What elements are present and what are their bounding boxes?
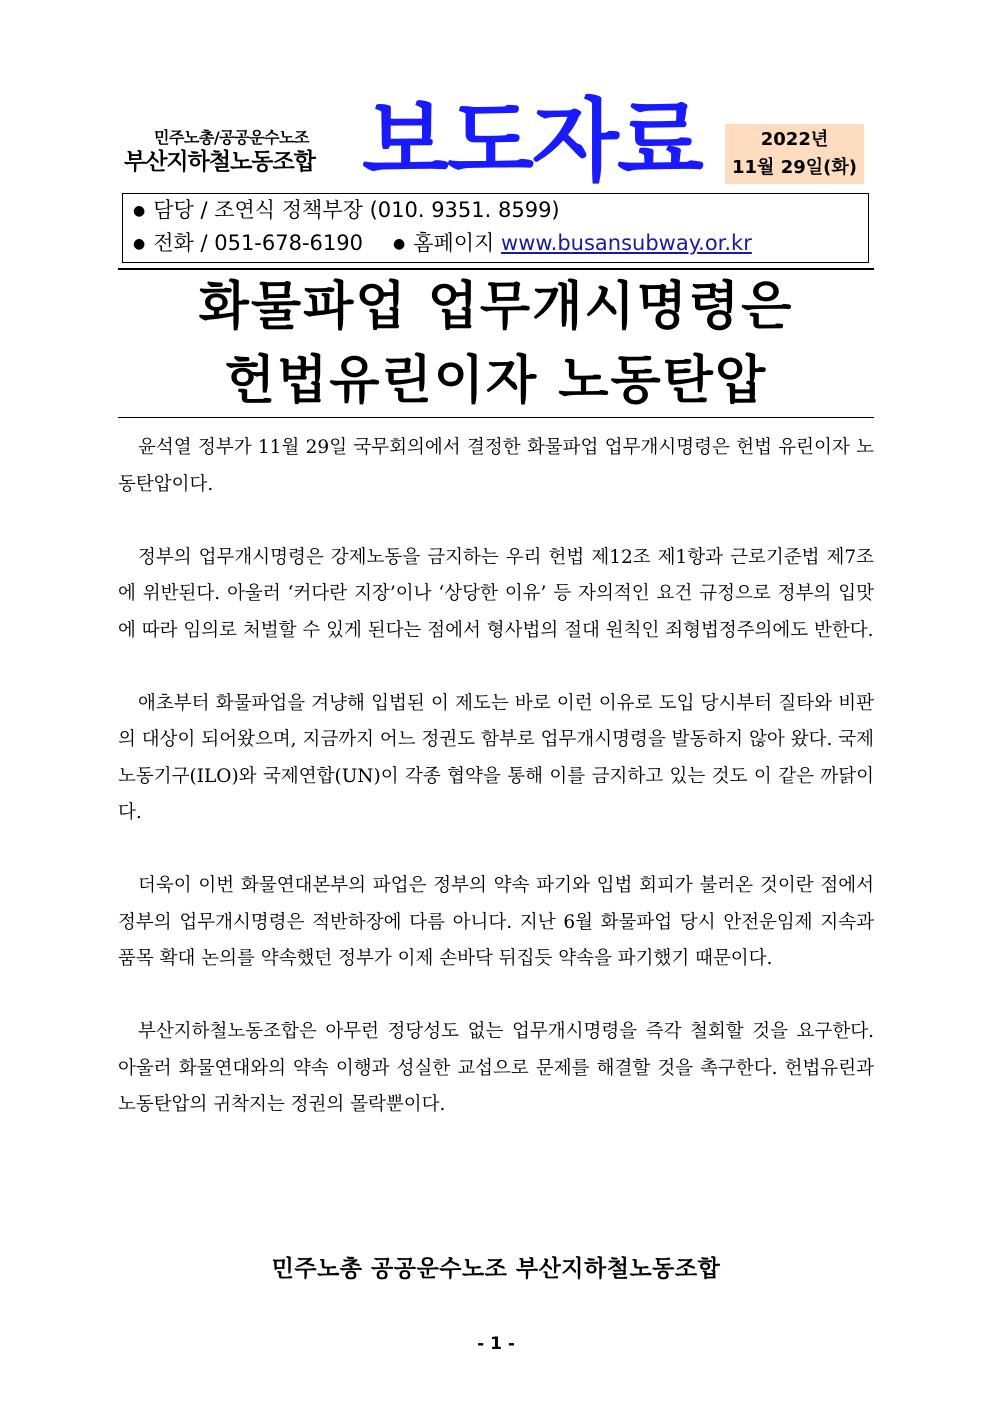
contact-phone: 전화 / 051-678-6190: [153, 231, 363, 255]
org-subtitle: 민주노총/공공운수노조: [154, 128, 309, 147]
headline-line-1: 화물파업 업무개시명령은: [198, 277, 794, 337]
contact-person-row: [133, 194, 868, 227]
page-number: - 1 -: [477, 1334, 515, 1354]
bullet-icon: ●: [133, 202, 146, 219]
contact-phone-row: [133, 227, 868, 260]
paragraph: 애초부터 화물파업을 겨냥해 입법된 이 제도는 바로 이런 이유로 도입 당시부터 질타와 비판의 대상이 되어왔으며, 지금까지 어느 정권도 함부로 업무개시명령을 발동하지 않아 왔다. 국제노동기구(ILO)와 국제연합(UN)이 각종 협약을 통해 이를 금지하고 있는 것도 이 같은 까닭이다.: [118, 692, 874, 823]
date-year: 2022년: [760, 129, 829, 150]
organization-block: [124, 128, 364, 176]
headline-divider: [118, 417, 874, 418]
bullet-icon: ●: [133, 235, 146, 252]
paragraph: 부산지하철노동조합은 아무런 정당성도 없는 업무개시명령을 즉각 철회할 것을 요구한다. 아울러 화물연대와의 약속 이행과 성실한 교섭으로 문제를 해결할 것을 촉구한다. 헌법유린과 노동탄압의 귀착지는 정권의 몰락뿐이다.: [118, 1021, 874, 1115]
homepage-link[interactable]: www.busansubway.or.kr: [501, 231, 752, 255]
press-release-title: 보도자료: [362, 89, 702, 194]
paragraph: 더욱이 이번 화물연대본부의 파업은 정부의 약속 파기와 입법 회피가 불러온 것이란 점에서 정부의 업무개시명령은 적반하장에 다름 아니다. 지난 6월 화물파업 당시 안전운임제 지속과 품목 확대 논의를 약속했던 정부가 이제 손바닥 뒤집듯 약속을 파기했기 때문이다.: [118, 875, 874, 969]
footer-signature: 민주노총 공공운수노조 부산지하철노동조합: [271, 1256, 721, 1282]
article-body: [118, 430, 874, 1160]
headline-line-2: 헌법유린이자 노동탄압: [224, 351, 768, 411]
header-divider: [118, 268, 874, 270]
org-name: 부산지하철노동조합: [124, 149, 315, 175]
date-badge: [725, 124, 864, 184]
bullet-icon: ●: [392, 235, 406, 252]
paragraph: 정부의 업무개시명령은 강제노동을 금지하는 우리 헌법 제12조 제1항과 근로기준법 제7조에 위반된다. 아울러 ‘커다란 지장’이나 ‘상당한 이유’ 등 자의적인 요건 규정으로 정부의 입맛에 따라 임의로 처벌할 수 있게 된다는 점에서 형사법의 절대 원칙인 죄형법정주의에도 반한다.: [118, 546, 874, 641]
date-day: 11월 29일(화): [732, 157, 857, 178]
contact-box: [122, 193, 869, 263]
homepage-label: 홈페이지: [413, 231, 495, 255]
paragraph: 윤석열 정부가 11월 29일 국무회의에서 결정한 화물파업 업무개시명령은 헌법 유린이자 노동탄압이다.: [118, 437, 874, 495]
contact-person: 담당 / 조연식 정책부장 (010. 9351. 8599): [153, 198, 560, 222]
